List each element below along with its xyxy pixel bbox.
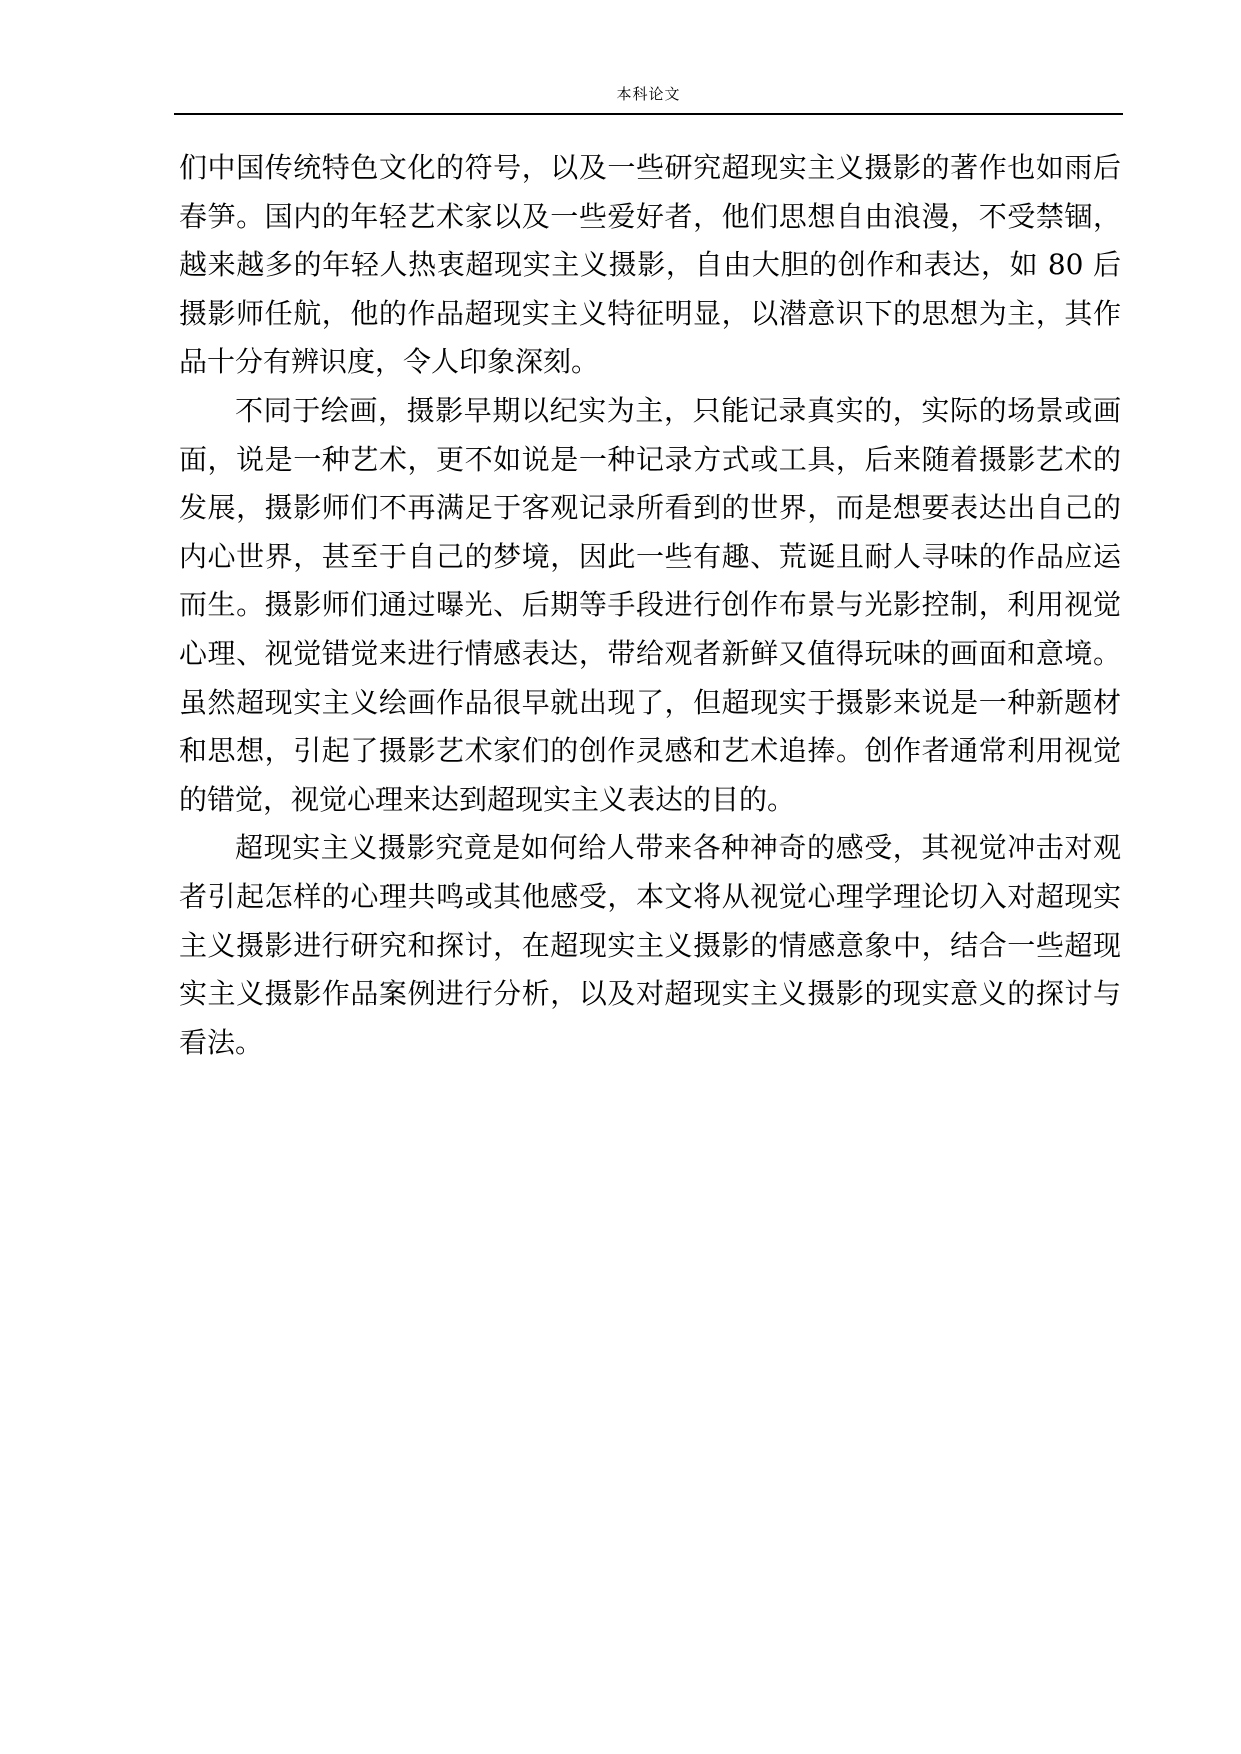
header-rule (174, 113, 1123, 115)
running-header: 本科论文 (616, 85, 681, 103)
paragraph-continued: 们中国传统特色文化的符号，以及一些研究超现实主义摄影的著作也如雨后春笋。国内的年轻艺术家以及一些爱好者，他们思想自由浪漫，不受禁锢，越来越多的年轻人热衷超现实主义摄影，自由大胆的创作和表达，如 80 后摄影师任航，他的作品超现实主义特征明显，以潜意识下的思想为主，其作品十分有辨识度，令人印象深刻。 (179, 151, 1121, 379)
body-text (179, 144, 1121, 1067)
paragraph-research-scope: 超现实主义摄影究竟是如何给人带来各种神奇的感受，其视觉冲击对观者引起怎样的心理共鸣或其他感受，本文将从视觉心理学理论切入对超现实主义摄影进行研究和探讨，在超现实主义摄影的情感意象中，结合一些超现实主义摄影作品案例进行分析，以及对超现实主义摄影的现实意义的探讨与看法。 (179, 831, 1121, 1059)
paragraph-photography-history: 不同于绘画，摄影早期以纪实为主，只能记录真实的，实际的场景或画面，说是一种艺术，更不如说是一种记录方式或工具，后来随着摄影艺术的发展，摄影师们不再满足于客观记录所看到的世界，而是想要表达出自己的内心世界，甚至于自己的梦境，因此一些有趣、荒诞且耐人寻味的作品应运而生。摄影师们通过曝光、后期等手段进行创作布景与光影控制，利用视觉心理、视觉错觉来进行情感表达，带给观者新鲜又值得玩味的画面和意境。虽然超现实主义绘画作品很早就出现了，但超现实于摄影来说是一种新题材和思想，引起了摄影艺术家们的创作灵感和艺术追捧。创作者通常利用视觉的错觉，视觉心理来达到超现实主义表达的目的。 (179, 393, 1121, 816)
